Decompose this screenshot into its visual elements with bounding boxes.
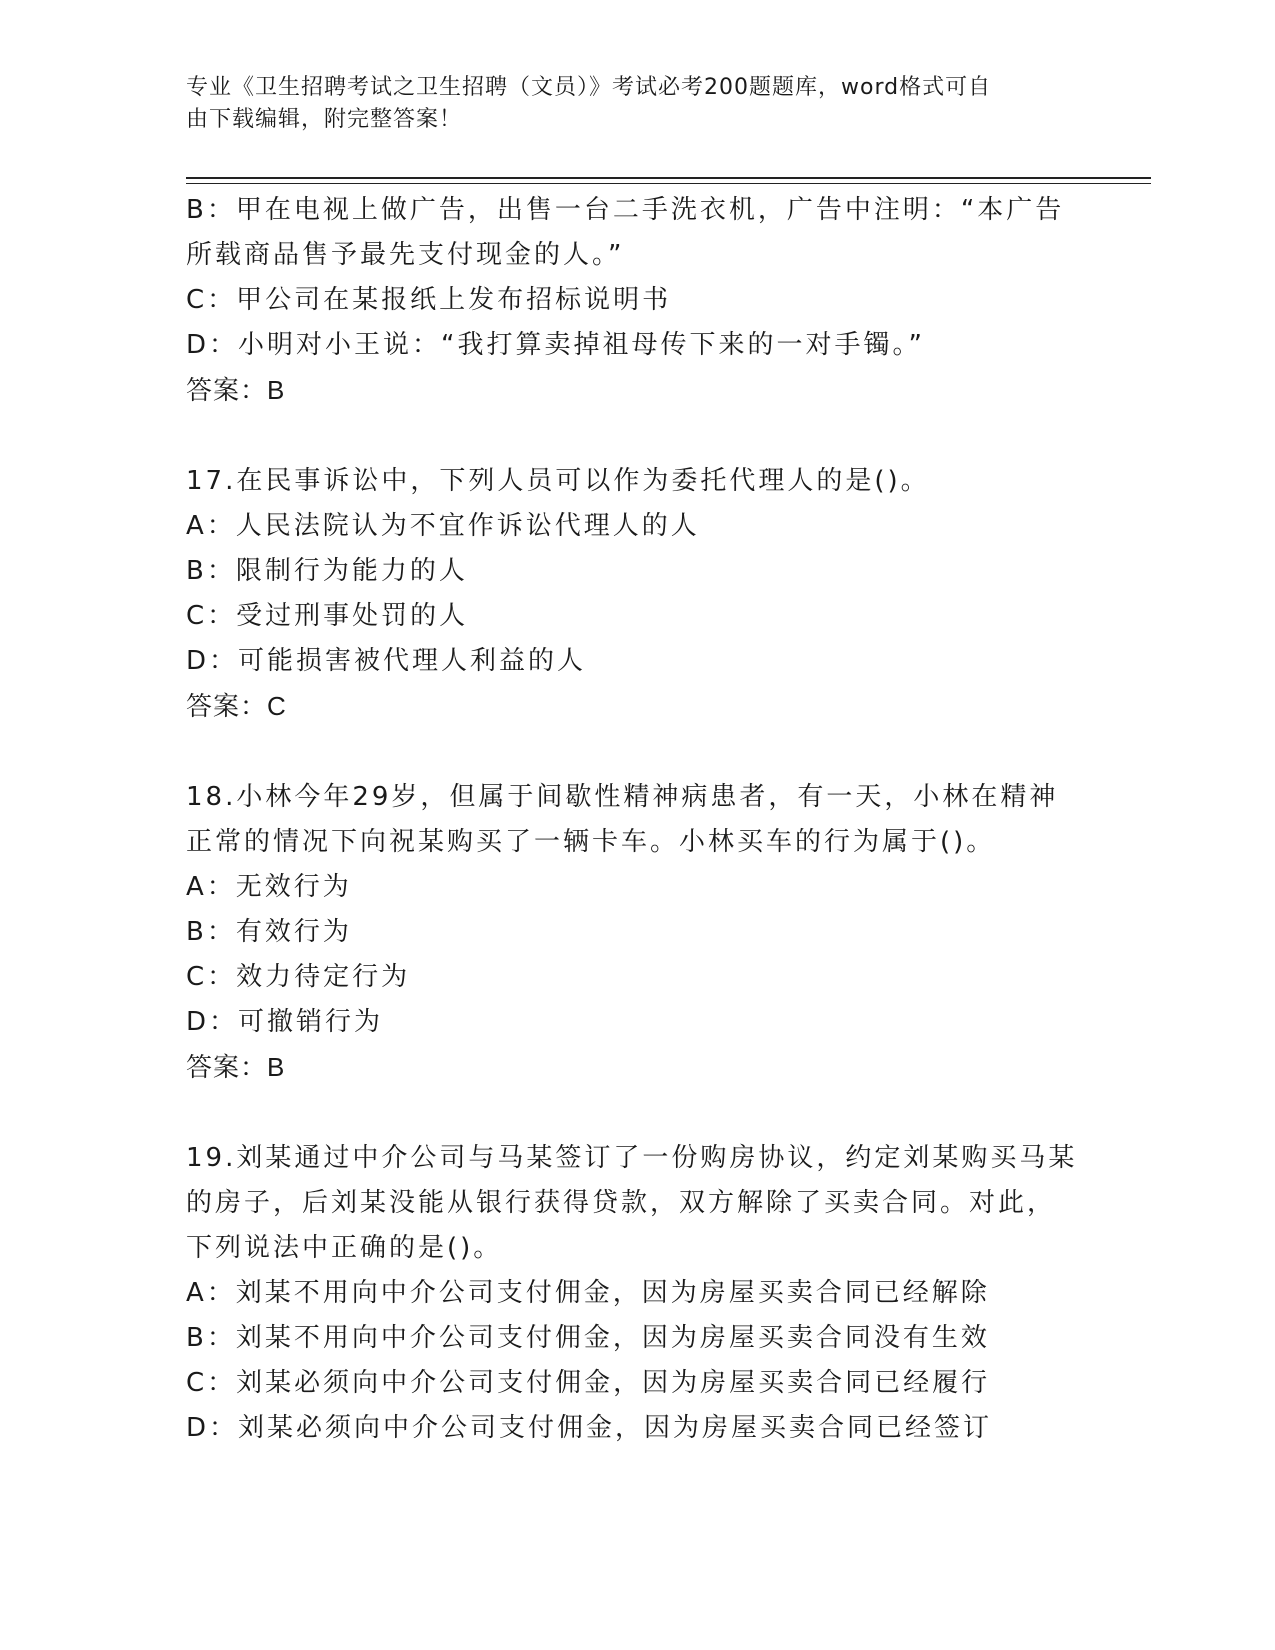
question-block-16 bbox=[186, 188, 1086, 413]
option-b: B：有效行为 bbox=[186, 917, 352, 947]
header-line-1: 专业《卫生招聘考试之卫生招聘（文员）》考试必考200题题库，word格式可自 bbox=[186, 75, 992, 100]
spacer bbox=[186, 729, 1086, 775]
option-d: D：小明对小王说：“我打算卖掉祖母传下来的一对手镯。” bbox=[186, 330, 925, 360]
option-c: C：刘某必须向中介公司支付佣金，因为房屋买卖合同已经履行 bbox=[186, 1368, 991, 1398]
option-d: D：可能损害被代理人利益的人 bbox=[186, 646, 587, 676]
option-c: C：甲公司在某报纸上发布招标说明书 bbox=[186, 285, 672, 315]
question-stem: 18.小林今年29岁，但属于间歇性精神病患者，有一天，小林在精神 bbox=[186, 782, 1059, 812]
question-stem: 19.刘某通过中介公司与马某签订了一份购房协议，约定刘某购买马某 bbox=[186, 1143, 1078, 1173]
question-content bbox=[186, 188, 1086, 1451]
answer-line: 答案：B bbox=[186, 375, 286, 405]
question-stem-continuation: 的房子，后刘某没能从银行获得贷款，双方解除了买卖合同。对此， bbox=[186, 1188, 1057, 1218]
spacer bbox=[186, 1090, 1086, 1136]
option-b-continuation: 所载商品售予最先支付现金的人。” bbox=[186, 240, 625, 270]
option-b: B：甲在电视上做广告，出售一台二手洗衣机，广告中注明：“本广告 bbox=[186, 195, 1065, 225]
option-d: D：可撤销行为 bbox=[186, 1007, 384, 1037]
header-line-2: 由下载编辑，附完整答案！ bbox=[186, 107, 463, 132]
answer-line: 答案：B bbox=[186, 1052, 286, 1082]
option-c: C：效力待定行为 bbox=[186, 962, 411, 992]
question-stem: 17.在民事诉讼中，下列人员可以作为委托代理人的是()。 bbox=[186, 466, 930, 496]
document-header bbox=[186, 72, 1066, 136]
option-a: A：人民法院认为不宜作诉讼代理人的人 bbox=[186, 511, 700, 541]
question-stem-continuation: 正常的情况下向祝某购买了一辆卡车。小林买车的行为属于()。 bbox=[186, 827, 996, 857]
question-block-19 bbox=[186, 1136, 1086, 1451]
option-c: C：受过刑事处罚的人 bbox=[186, 601, 469, 631]
spacer bbox=[186, 413, 1086, 459]
question-stem-continuation: 下列说法中正确的是()。 bbox=[186, 1233, 503, 1263]
header-divider-thick bbox=[186, 177, 1151, 179]
option-d: D：刘某必须向中介公司支付佣金，因为房屋买卖合同已经签订 bbox=[186, 1413, 993, 1443]
header-divider-thin bbox=[186, 183, 1151, 184]
question-block-18 bbox=[186, 775, 1086, 1090]
option-a: A：无效行为 bbox=[186, 872, 352, 902]
option-b: B：限制行为能力的人 bbox=[186, 556, 468, 586]
question-block-17 bbox=[186, 459, 1086, 729]
option-a: A：刘某不用向中介公司支付佣金，因为房屋买卖合同已经解除 bbox=[186, 1278, 990, 1308]
answer-line: 答案：C bbox=[186, 691, 287, 721]
option-b: B：刘某不用向中介公司支付佣金，因为房屋买卖合同没有生效 bbox=[186, 1323, 990, 1353]
